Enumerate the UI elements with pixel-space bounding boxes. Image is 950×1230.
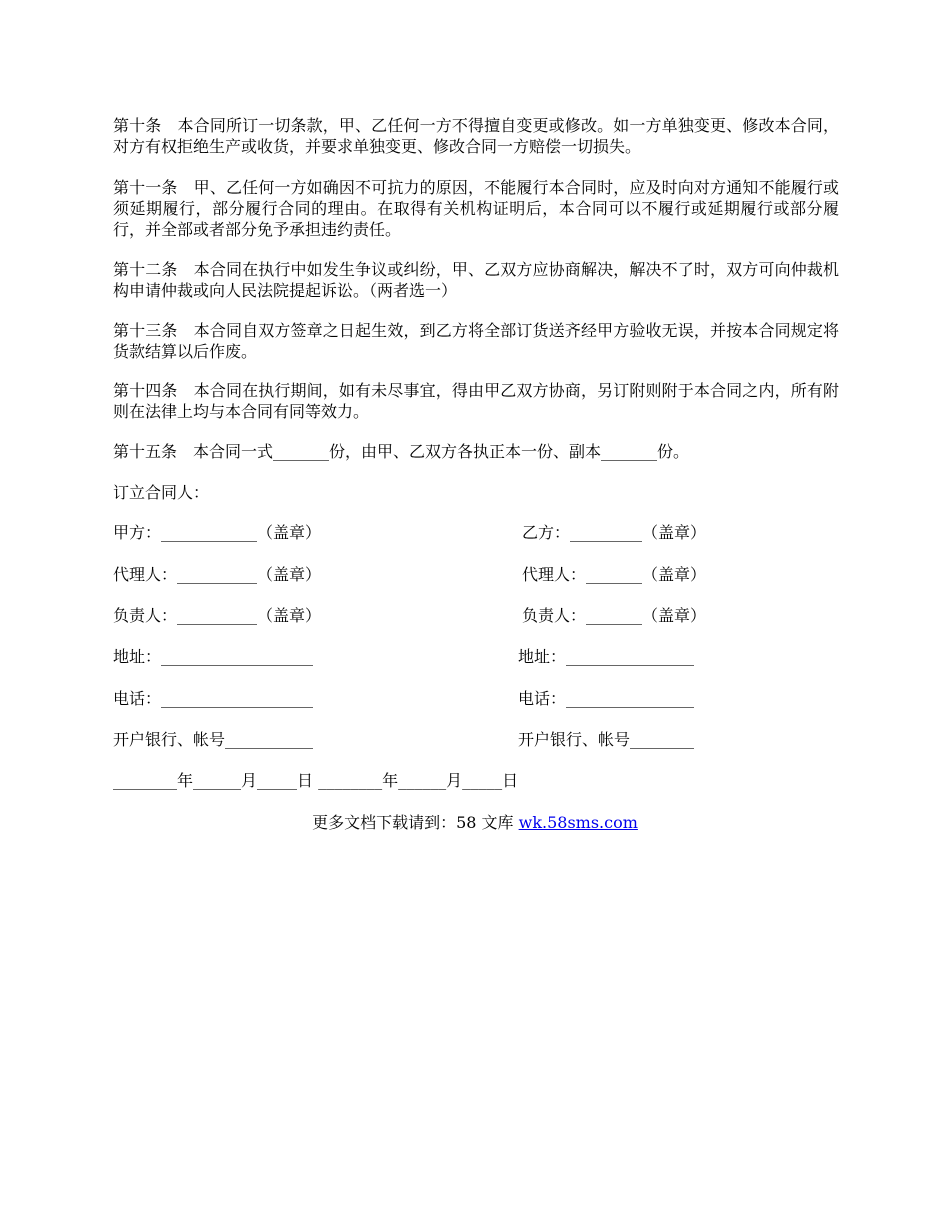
clause-12: 第十二条 本合同在执行中如发生争议或纠纷，甲、乙双方应协商解决，解决不了时，双方可向仲裁机构申请仲裁或向人民法院提起诉讼。（两者选一） xyxy=(113,260,839,300)
party-a-principal: 负责人：__________（盖章） xyxy=(113,606,322,625)
party-b-principal: 负责人：_______（盖章） xyxy=(522,606,707,625)
footer xyxy=(0,812,950,833)
party-a-name: 甲方：____________（盖章） xyxy=(113,523,322,542)
party-b-agent: 代理人：_______（盖章） xyxy=(522,565,707,584)
party-a-address: 地址：___________________ xyxy=(113,647,314,666)
party-a-bank: 开户银行、帐号___________ xyxy=(113,730,314,749)
footer-link[interactable]: wk.58sms.com xyxy=(518,813,638,832)
party-a-phone: 电话：___________________ xyxy=(113,689,314,708)
party-b-phone: 电话：________________ xyxy=(518,689,695,708)
signatories-heading: 订立合同人： xyxy=(113,483,210,502)
clause-14: 第十四条 本合同在执行期间，如有未尽事宜，得由甲乙双方协商，另订附则附于本合同之内，所有附则在法律上均与本合同有同等效力。 xyxy=(113,381,839,421)
clause-10: 第十条 本合同所订一切条款，甲、乙任何一方不得擅自变更或修改。如一方单独变更、修改本合同，对方有权拒绝生产或收货，并要求单独变更、修改合同一方赔偿一切损失。 xyxy=(113,116,839,156)
clause-13: 第十三条 本合同自双方签章之日起生效，到乙方将全部订货送齐经甲方验收无误，并按本合同规定将货款结算以后作废。 xyxy=(113,321,839,361)
clause-11: 第十一条 甲、乙任何一方如确因不可抗力的原因，不能履行本合同时，应及时向对方通知不能履行或须延期履行，部分履行合同的理由。在取得有关机构证明后，本合同可以不履行或延期履行或部分履行，并全部或者部分免予承担违约责任。 xyxy=(113,178,839,239)
footer-text: 更多文档下载请到：58 文库 xyxy=(312,813,519,832)
clause-15: 第十五条 本合同一式_______份，由甲、乙双方各执正本一份、副本_______份。 xyxy=(113,442,690,461)
date-line: ________年______月_____日 ________年______月_____日 xyxy=(113,771,519,790)
party-b-address: 地址：________________ xyxy=(518,647,695,666)
party-a-agent: 代理人：__________（盖章） xyxy=(113,565,322,584)
party-b-name: 乙方：_________（盖章） xyxy=(522,523,707,542)
party-b-bank: 开户银行、帐号________ xyxy=(518,730,695,749)
